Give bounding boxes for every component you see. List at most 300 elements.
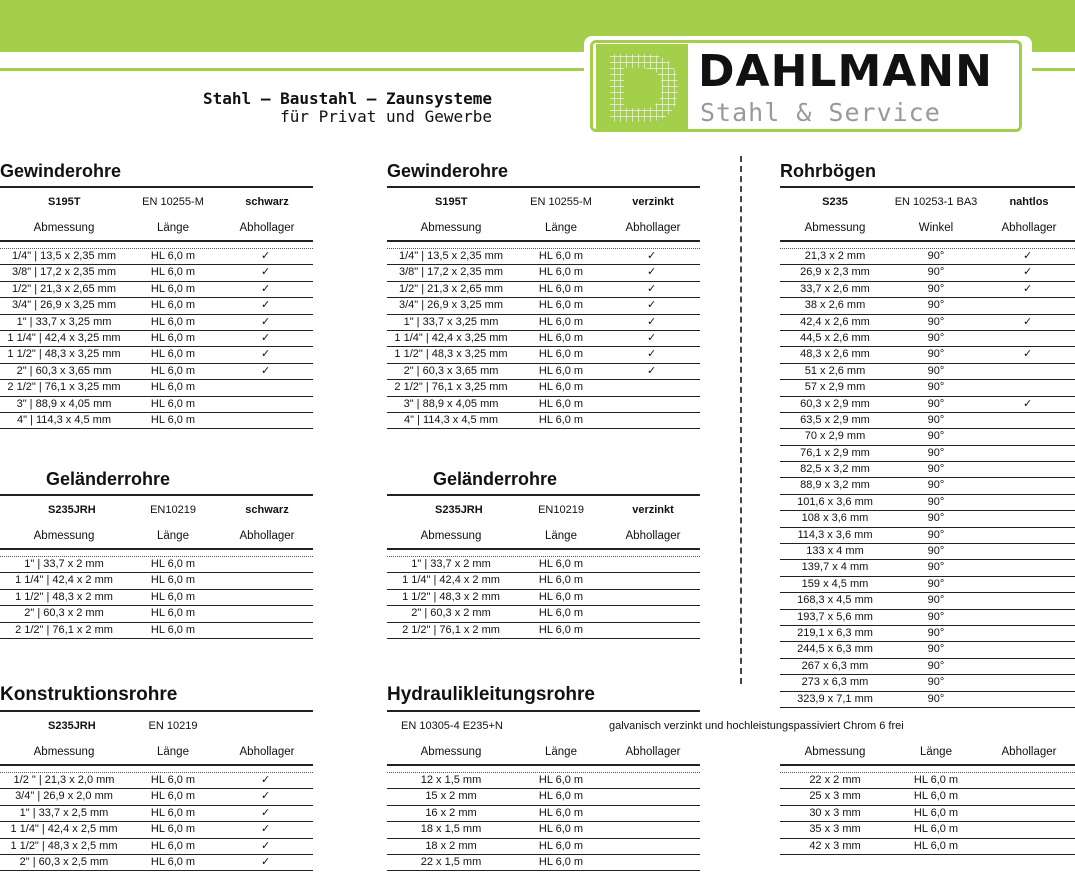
checkmark-icon: ✓ (261, 806, 271, 819)
length-cell: 90° (927, 643, 945, 656)
checkmark-icon: ✓ (647, 331, 657, 344)
section-title: Konstruktionsrohre (0, 684, 178, 705)
dimension-cell: 60,3 x 2,9 mm (800, 397, 870, 410)
table-row (780, 298, 1075, 314)
grade-label: S235 (822, 196, 848, 208)
dimension-cell: 1 1/4" | 42,4 x 2 mm (402, 574, 500, 587)
table-row (0, 397, 313, 413)
checkmark-icon: ✓ (647, 282, 657, 295)
table-row (0, 364, 313, 380)
dimension-cell: 18 x 2 mm (425, 839, 477, 852)
table-row (387, 855, 700, 871)
norm-label: EN 10253-1 BA3 (894, 196, 978, 208)
length-cell: HL 6,0 m (538, 364, 584, 377)
dimension-cell: 1/4" | 13,5 x 2,35 mm (399, 250, 503, 262)
length-cell: HL 6,0 m (150, 315, 196, 328)
dimension-cell: 82,5 x 3,2 mm (800, 463, 870, 476)
dimension-cell: 1" | 33,7 x 3,25 mm (16, 315, 112, 328)
table-row (0, 249, 313, 265)
dimension-cell: 1 1/4" | 42,4 x 2 mm (15, 574, 113, 587)
tagline-line-2: für Privat und Gewerbe (280, 107, 492, 126)
length-cell: HL 6,0 m (538, 381, 584, 394)
table-row (780, 364, 1075, 380)
column-header-laenge: Länge (545, 746, 577, 758)
table-row (780, 511, 1075, 527)
length-cell: 90° (927, 430, 945, 443)
table-row (387, 380, 700, 396)
column-header-abhollager: Abhollager (239, 746, 295, 758)
table-row (387, 298, 700, 314)
length-cell: HL 6,0 m (538, 774, 584, 786)
table-row (387, 397, 700, 413)
checkmark-icon: ✓ (261, 839, 271, 852)
table-row (780, 249, 1075, 265)
table-row (0, 557, 313, 573)
dimension-cell: 1 1/2" | 48,3 x 3,25 mm (394, 348, 508, 361)
finish-label: schwarz (245, 504, 289, 516)
header-spacer (780, 242, 1075, 249)
spec-row (0, 712, 313, 740)
length-cell: HL 6,0 m (538, 315, 584, 328)
spec-row (780, 188, 1075, 216)
column-header-laenge: Länge (157, 222, 189, 234)
dimension-cell: 30 x 3 mm (809, 806, 861, 819)
length-cell: 90° (927, 315, 945, 328)
length-cell: 90° (927, 446, 945, 459)
length-cell: HL 6,0 m (150, 607, 196, 620)
length-cell: 90° (927, 545, 945, 558)
dimension-cell: 1/4" | 13,5 x 2,35 mm (12, 250, 116, 262)
length-cell: HL 6,0 m (538, 806, 584, 819)
finish-label: verzinkt (632, 504, 674, 516)
length-cell: HL 6,0 m (150, 623, 196, 636)
length-cell: HL 6,0 m (150, 855, 196, 868)
length-cell: 90° (927, 250, 945, 262)
table-row (780, 347, 1075, 363)
dimension-cell: 1" | 33,7 x 2 mm (24, 558, 104, 570)
dimension-cell: 1 1/2" | 48,3 x 3,25 mm (7, 348, 121, 361)
section-gewinderohre-verzinkt (387, 160, 700, 429)
table-row (387, 789, 700, 805)
length-cell: HL 6,0 m (150, 282, 196, 295)
tagline (130, 90, 492, 126)
length-cell: HL 6,0 m (150, 774, 196, 786)
table-row (0, 822, 313, 838)
length-cell: 90° (927, 528, 945, 541)
length-cell: HL 6,0 m (913, 790, 959, 803)
length-cell: HL 6,0 m (538, 823, 584, 836)
header-spacer (0, 242, 313, 249)
table-row (780, 642, 1075, 658)
table-row (0, 282, 313, 298)
length-cell: HL 6,0 m (150, 823, 196, 836)
dimension-cell: 16 x 2 mm (425, 806, 477, 819)
length-cell: 90° (927, 348, 945, 361)
note-label: galvanisch verzinkt und hochleistungspassiviert Chrom 6 frei (609, 720, 904, 732)
length-cell: HL 6,0 m (538, 574, 584, 587)
table-row (780, 478, 1075, 494)
table-row (780, 265, 1075, 281)
spec-row (780, 712, 1075, 740)
table-row (387, 623, 700, 639)
length-cell: 90° (927, 561, 945, 574)
length-cell: HL 6,0 m (538, 331, 584, 344)
table-row (780, 282, 1075, 298)
checkmark-icon: ✓ (647, 364, 657, 377)
length-cell: HL 6,0 m (538, 623, 584, 636)
section-title: Hydraulikleitungsrohre (387, 684, 595, 705)
dimension-cell: 4" | 114,3 x 4,5 mm (17, 413, 111, 426)
header-spacer (0, 550, 313, 557)
length-cell: 90° (927, 676, 945, 689)
table-row (387, 331, 700, 347)
length-cell: HL 6,0 m (538, 590, 584, 603)
table-row (780, 413, 1075, 429)
table-row (0, 298, 313, 314)
dimension-cell: 76,1 x 2,9 mm (800, 446, 870, 459)
column-header-row (0, 524, 313, 550)
dimension-cell: 51 x 2,6 mm (804, 364, 866, 377)
dimension-cell: 2 1/2" | 76,1 x 3,25 mm (7, 381, 121, 394)
length-cell: HL 6,0 m (150, 590, 196, 603)
spec-row (0, 188, 313, 216)
column-divider (740, 156, 742, 684)
dimension-cell: 25 x 3 mm (809, 790, 861, 803)
length-cell: HL 6,0 m (538, 348, 584, 361)
table-row (0, 573, 313, 589)
dimension-cell: 323,9 x 7,1 mm (797, 692, 873, 705)
column-header-row (0, 216, 313, 242)
column-header-abmessung: Abmessung (420, 746, 482, 758)
dimension-cell: 273 x 6,3 mm (801, 676, 869, 689)
table-row (780, 462, 1075, 478)
header-spacer (387, 550, 700, 557)
dimension-cell: 3/8" | 17,2 x 2,35 mm (399, 266, 503, 279)
dimension-cell: 108 x 3,6 mm (801, 512, 869, 525)
table-row (780, 626, 1075, 642)
column-header-row (387, 216, 700, 242)
checkmark-icon: ✓ (1023, 397, 1033, 410)
dimension-cell: 139,7 x 4 mm (801, 561, 869, 574)
dimension-cell: 2 1/2" | 76,1 x 2 mm (15, 623, 113, 636)
checkmark-icon: ✓ (261, 250, 271, 262)
section-title: Gewinderohre (387, 161, 509, 181)
length-cell: HL 6,0 m (913, 774, 959, 786)
table-row (0, 315, 313, 331)
column-header-abmessung: Abmessung (33, 530, 95, 542)
checkmark-icon: ✓ (261, 364, 271, 377)
dimension-cell: 1/2" | 21,3 x 2,65 mm (399, 282, 503, 295)
length-cell: HL 6,0 m (150, 348, 196, 361)
table-row (0, 331, 313, 347)
checkmark-icon: ✓ (647, 266, 657, 279)
length-cell: 90° (927, 659, 945, 672)
length-cell: HL 6,0 m (538, 266, 584, 279)
dimension-cell: 33,7 x 2,6 mm (800, 282, 870, 295)
length-cell: 90° (927, 626, 945, 639)
dimension-cell: 1" | 33,7 x 3,25 mm (403, 315, 499, 328)
length-cell: 90° (927, 381, 945, 394)
checkmark-icon: ✓ (261, 299, 271, 312)
dimension-cell: 44,5 x 2,6 mm (800, 331, 870, 344)
length-cell: HL 6,0 m (538, 413, 584, 426)
length-cell: 90° (927, 463, 945, 476)
spec-row (387, 188, 700, 216)
norm-label: EN 10255-M (142, 196, 204, 208)
dimension-cell: 133 x 4 mm (806, 545, 864, 558)
dimension-cell: 57 x 2,9 mm (804, 381, 866, 394)
dimension-cell: 48,3 x 2,6 mm (800, 348, 870, 361)
table-row (387, 806, 700, 822)
table-row (780, 839, 1075, 855)
dimension-cell: 3" | 88,9 x 4,05 mm (403, 397, 499, 410)
table-row (0, 347, 313, 363)
table-row (387, 839, 700, 855)
column-header-laenge: Länge (545, 530, 577, 542)
column-header-abmessung: Abmessung (804, 746, 866, 758)
dimension-cell: 114,3 x 3,6 mm (797, 528, 873, 541)
dimension-cell: 3/4" | 26,9 x 3,25 mm (12, 299, 116, 312)
length-cell: 90° (927, 479, 945, 492)
section-title: Gewinderohre (0, 161, 122, 181)
finish-label: schwarz (245, 196, 289, 208)
checkmark-icon: ✓ (647, 348, 657, 361)
length-cell: HL 6,0 m (150, 266, 196, 279)
dimension-cell: 168,3 x 4,5 mm (797, 594, 873, 607)
column-header-abmessung: Abmessung (33, 222, 95, 234)
dimension-cell: 22 x 2 mm (809, 774, 861, 786)
checkmark-icon: ✓ (1023, 266, 1033, 279)
norm-label: EN10219 (538, 504, 584, 516)
dimension-cell: 1 1/4" | 42,4 x 2,5 mm (10, 823, 118, 836)
table-row (780, 380, 1075, 396)
length-cell: HL 6,0 m (150, 250, 196, 262)
length-cell: HL 6,0 m (150, 397, 196, 410)
table-row (387, 347, 700, 363)
length-cell: HL 6,0 m (913, 823, 959, 836)
dimension-cell: 70 x 2,9 mm (804, 430, 866, 443)
length-cell: HL 6,0 m (538, 790, 584, 803)
checkmark-icon: ✓ (261, 266, 271, 279)
table-row (0, 413, 313, 429)
norm-label: EN 10219 (148, 720, 198, 732)
length-cell: HL 6,0 m (538, 250, 584, 262)
length-cell: HL 6,0 m (538, 855, 584, 868)
table-row (0, 855, 313, 871)
table-row (780, 806, 1075, 822)
dimension-cell: 1" | 33,7 x 2,5 mm (19, 806, 109, 819)
section-title: Rohrbögen (780, 161, 876, 181)
checkmark-icon: ✓ (647, 250, 657, 262)
column-header-abhollager: Abhollager (239, 222, 295, 234)
spec-row (387, 712, 904, 740)
column-header-abmessung: Abmessung (33, 746, 95, 758)
section-konstruktionsrohre (0, 684, 313, 871)
column-header-abhollager: Abhollager (1001, 222, 1057, 234)
section-gelaenderrohre-schwarz (0, 468, 313, 639)
section-title: Geländerrohre (433, 469, 558, 489)
dimension-cell: 38 x 2,6 mm (804, 299, 866, 312)
grade-label: S235JRH (48, 504, 96, 516)
length-cell: 90° (927, 692, 945, 705)
table-row (0, 623, 313, 639)
table-row (0, 380, 313, 396)
length-cell: HL 6,0 m (538, 299, 584, 312)
column-header-row (387, 740, 700, 766)
grade-label: S195T (435, 196, 468, 208)
dimension-cell: 2" | 60,3 x 2 mm (411, 607, 491, 620)
dimension-cell: 21,3 x 2 mm (804, 250, 866, 262)
norm-label: EN10219 (150, 504, 196, 516)
length-cell: HL 6,0 m (150, 806, 196, 819)
table-row (0, 265, 313, 281)
table-row (780, 397, 1075, 413)
table-row (387, 364, 700, 380)
length-cell: 90° (927, 610, 945, 623)
table-row (780, 495, 1075, 511)
length-cell: HL 6,0 m (150, 790, 196, 803)
table-row (780, 773, 1075, 789)
dimension-cell: 1/2 " | 21,3 x 2,0 mm (13, 774, 115, 786)
column-header-row (387, 524, 700, 550)
dimension-cell: 26,9 x 2,3 mm (800, 266, 870, 279)
dimension-cell: 3/8" | 17,2 x 2,35 mm (12, 266, 116, 279)
table-row (387, 249, 700, 265)
table-row (780, 560, 1075, 576)
column-header-row (0, 740, 313, 766)
section-gewinderohre-schwarz (0, 160, 313, 429)
column-header-laenge: Länge (157, 530, 189, 542)
length-cell: HL 6,0 m (150, 381, 196, 394)
length-cell: 90° (927, 282, 945, 295)
checkmark-icon: ✓ (1023, 282, 1033, 295)
checkmark-icon: ✓ (647, 299, 657, 312)
table-row (0, 606, 313, 622)
table-row (387, 282, 700, 298)
column-header-abmessung: Abmessung (420, 530, 482, 542)
table-row (780, 593, 1075, 609)
grade-label: S195T (48, 196, 81, 208)
table-row (780, 577, 1075, 593)
dimension-cell: 1 1/2" | 48,3 x 2 mm (402, 590, 500, 603)
length-cell: HL 6,0 m (150, 558, 196, 570)
table-row (780, 544, 1075, 560)
dimension-cell: 3/4" | 26,9 x 3,25 mm (399, 299, 503, 312)
dimension-cell: 3/4" | 26,9 x 2,0 mm (15, 790, 113, 803)
dimension-cell: 1 1/4" | 42,4 x 3,25 mm (394, 331, 508, 344)
column-header-abmessung: Abmessung (804, 222, 866, 234)
column-header-abhollager: Abhollager (625, 530, 681, 542)
dimension-cell: 267 x 6,3 mm (801, 659, 869, 672)
length-cell: 90° (927, 512, 945, 525)
dimension-cell: 35 x 3 mm (809, 823, 861, 836)
length-cell: 90° (927, 266, 945, 279)
length-cell: 90° (927, 364, 945, 377)
dimension-cell: 42,4 x 2,6 mm (800, 315, 870, 328)
dimension-cell: 2 1/2" | 76,1 x 2 mm (402, 623, 500, 636)
finish-label: verzinkt (632, 196, 674, 208)
length-cell: 90° (927, 299, 945, 312)
dimension-cell: 12 x 1,5 mm (420, 774, 482, 786)
table-row (780, 446, 1075, 462)
length-cell: HL 6,0 m (150, 364, 196, 377)
dimension-cell: 159 x 4,5 mm (801, 577, 869, 590)
dimension-cell: 1 1/2" | 48,3 x 2 mm (15, 590, 113, 603)
column-header-laenge: Winkel (918, 222, 954, 234)
table-row (0, 590, 313, 606)
column-header-laenge: Länge (157, 746, 189, 758)
checkmark-icon: ✓ (1023, 250, 1033, 262)
section-gelaenderrohre-verzinkt (387, 468, 700, 639)
table-row (387, 606, 700, 622)
dimension-cell: 1" | 33,7 x 2 mm (411, 558, 491, 570)
checkmark-icon: ✓ (261, 282, 271, 295)
table-row (387, 822, 700, 838)
section-rohrboegen (780, 160, 1075, 708)
spec-row (0, 496, 313, 524)
length-cell: 90° (927, 495, 945, 508)
logo-grid-d-icon (596, 44, 688, 132)
column-header-abhollager: Abhollager (1001, 746, 1057, 758)
norm-label: EN 10255-M (530, 196, 592, 208)
column-header-abhollager: Abhollager (239, 530, 295, 542)
dimension-cell: 42 x 3 mm (809, 839, 861, 852)
tagline-line-1: Stahl – Baustahl – Zaunsysteme (203, 89, 492, 108)
table-row (780, 429, 1075, 445)
length-cell: HL 6,0 m (538, 397, 584, 410)
dimension-cell: 15 x 2 mm (425, 790, 477, 803)
table-row (387, 557, 700, 573)
dimension-cell: 219,1 x 6,3 mm (797, 626, 873, 639)
table-row (387, 413, 700, 429)
table-row (780, 789, 1075, 805)
table-row (0, 773, 313, 789)
dimension-cell: 2" | 60,3 x 2,5 mm (19, 855, 109, 868)
dimension-cell: 1 1/2" | 48,3 x 2,5 mm (10, 839, 118, 852)
brand-subtitle: Stahl & Service (700, 98, 941, 127)
dimension-cell: 193,7 x 5,6 mm (797, 610, 873, 623)
dimension-cell: 63,5 x 2,9 mm (800, 413, 870, 426)
length-cell: HL 6,0 m (913, 839, 959, 852)
length-cell: HL 6,0 m (150, 574, 196, 587)
dimension-cell: 1/2" | 21,3 x 2,65 mm (12, 282, 116, 295)
column-header-abmessung: Abmessung (420, 222, 482, 234)
checkmark-icon: ✓ (1023, 348, 1033, 361)
dimension-cell: 88,9 x 3,2 mm (800, 479, 870, 492)
length-cell: 90° (927, 577, 945, 590)
checkmark-icon: ✓ (261, 790, 271, 803)
checkmark-icon: ✓ (261, 315, 271, 328)
column-header-laenge: Länge (920, 746, 952, 758)
table-row (780, 528, 1075, 544)
finish-label: nahtlos (1009, 196, 1049, 208)
table-row (0, 839, 313, 855)
column-header-abhollager: Abhollager (625, 222, 681, 234)
length-cell: 90° (927, 594, 945, 607)
dimension-cell: 244,5 x 6,3 mm (797, 643, 873, 656)
grade-label: S235JRH (48, 720, 96, 732)
header-spacer (0, 766, 313, 773)
spec-row (387, 496, 700, 524)
table-row (387, 573, 700, 589)
dimension-cell: 2" | 60,3 x 3,65 mm (403, 364, 499, 377)
dimension-cell: 1 1/4" | 42,4 x 3,25 mm (7, 331, 121, 344)
dimension-cell: 22 x 1,5 mm (420, 855, 482, 868)
header-spacer (780, 766, 1075, 773)
header-spacer (387, 766, 700, 773)
length-cell: HL 6,0 m (538, 282, 584, 295)
length-cell: HL 6,0 m (913, 806, 959, 819)
